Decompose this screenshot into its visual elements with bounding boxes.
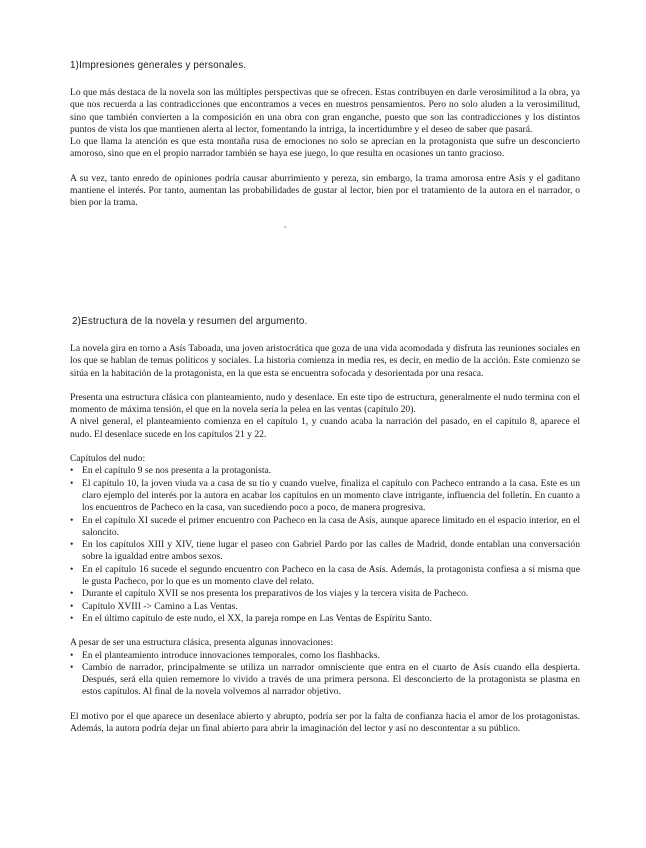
list-item: • Cambio de narrador, principalmente se utiliza un narrador omnisciente que entra en el cuarto de Asís cuando ella despierta. Después, será ella quien rememore lo vivido a través de una primera persona. El desconcierto de la protagonista se plasma en estos capítulos. Al final de la novela volvemos al narrador objetivo. [70, 662, 580, 699]
list-heading: A pesar de ser una estructura clásica, presenta algunas innovaciones: [70, 637, 334, 649]
list-item: • En el capítulo 9 se nos presenta a la protagonista. [70, 465, 580, 477]
section-impresiones [70, 60, 580, 222]
list-item: • En el capítulo XI sucede el primer encuentro con Pacheco en la casa de Asís, aunque aparece limitado en el espacio interior, en el saloncito. [70, 515, 580, 540]
paragraph: Lo que más destaca de la novela son las múltiples perspectivas que se ofrecen. Estas contribuyen en darle verosimilitud a la obra, ya que nos recuerda a las contradicciones que encontramos a veces en nuestros pensamientos. Pero no solo aluden a la verosimilitud, sino que también convierten a la composición en una obra con gran enganche, puesto que son las contradicciones y los distintos puntos de vista los que mantienen alerta al lector, fomentando la intriga, la incertidumbre y el deseo de saber que pasará. [70, 87, 580, 135]
paragraph: A su vez, tanto enredo de opiniones podría causar aburrimiento y pereza, sin embargo, la trama amorosa entre Asís y el gaditano mantiene el interés. Por tanto, aumentan las probabilidades de gustar al lector, bien por el tratamiento de la autora en el narrador, o bien por la trama. [70, 172, 580, 209]
stray-mark: ˜ [284, 225, 287, 234]
list-heading: Capítulos del nudo: [70, 453, 146, 465]
section-title: 2)Estructura de la novela y resumen del argumento. [72, 316, 308, 327]
list-item: • El capítulo 10, la joven viuda va a casa de su tío y cuando vuelve, finaliza el capítulo con Pacheco entrando a la casa. Este es un claro ejemplo del interés por la autora en acabar los capítulos en un momento clave intrigante, influencia del folletín. En cuanto a los encuentros de Pacheco en la casa, van sucediendo poco a poco, de manera progresiva. [70, 478, 580, 515]
paragraph: A nivel general, el planteamiento comienza en el capítulo 1, y cuando acaba la narración del pasado, en el capítulo 8, aparece el nudo. El desenlace sucede en los capítulos 21 y 22. [70, 416, 580, 440]
paragraph: Presenta una estructura clásica con planteamiento, nudo y desenlace. En este tipo de estructura, generalmente el nudo termina con el momento de máxima tensión, el que en la novela sería la pelea en las ventas (capítulo 20). [70, 391, 580, 416]
paragraph: La novela gira en torno a Asís Taboada, una joven aristocrática que goza de una vida acomodada y disfruta las reuniones sociales en los que se hablan de temas políticos y sociales. La historia comienza in media res, es decir, en medio de la acción. Este comienzo se sitúa en la habitación de la protagonista, en la que esta se encuentra sofocada y desorientada por una resaca. [70, 343, 580, 379]
list-item: • Capítulo XVIII -> Camino a Las Ventas. [70, 601, 580, 613]
paragraph: El motivo por el que aparece un desenlace abierto y abrupto, podría ser por la falta de confianza hacia el amor de los protagonistas. Además, la autora podría dejar un final abierto para abrir la imaginación del lector y así no descontentar a su público. [70, 710, 580, 735]
list-item: • En el último capítulo de este nudo, el XX, la pareja rompe en Las Ventas de Espíritu Santo. [70, 613, 580, 625]
list-item: • En los capítulos XIII y XIV, tiene lugar el paseo con Gabriel Pardo por las calles de Madrid, donde entablan una conversación sobre la igualdad entre ambos sexos. [70, 539, 580, 564]
list-item: • Durante el capítulo XVII se nos presenta los preparativos de los viajes y la tercera visita de Pacheco. [70, 588, 580, 600]
list-item: • En el planteamiento introduce innovaciones temporales, como los flashbacks. [70, 650, 580, 662]
list-item: • En el capítulo 16 sucede el segundo encuentro con Pacheco en la casa de Asís. Además, la protagonista confiesa a sí misma que le gusta Pacheco, por lo que es un momento clave del relato. [70, 564, 580, 589]
paragraph: Lo que llama la atención es que esta montaña rusa de emociones no solo se aprecian en la protagonista que sufre un desconcierto amoroso, sino que en el propio narrador también se haya ese juego, lo que resulta en ocasiones un tanto gracioso. [70, 136, 580, 160]
innovaciones-list [70, 650, 580, 699]
nudo-list [70, 465, 580, 625]
section-title: 1)Impresiones generales y personales. [70, 60, 247, 71]
section-estructura [70, 316, 580, 747]
